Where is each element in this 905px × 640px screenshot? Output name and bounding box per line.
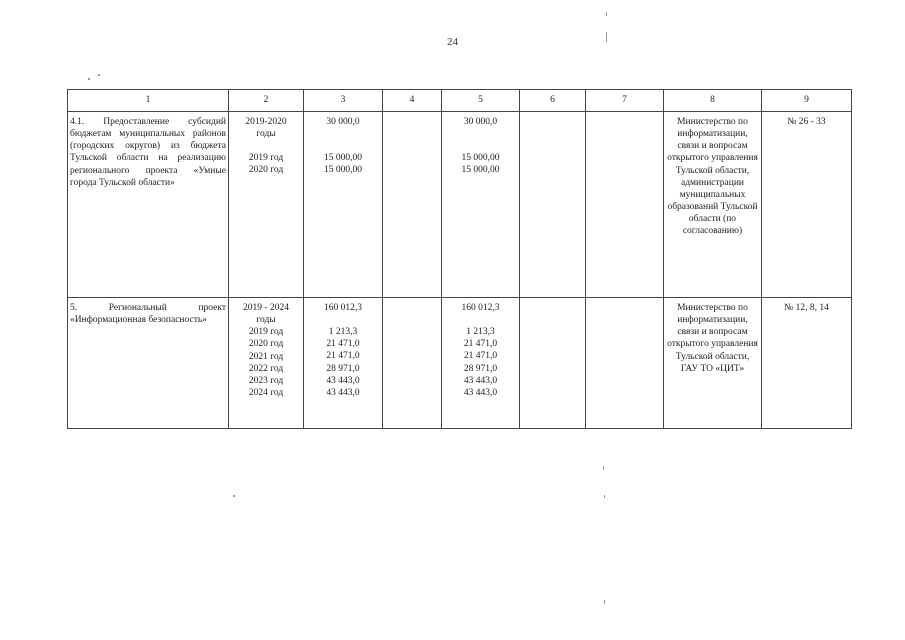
table-header-row xyxy=(68,90,852,112)
period-cell xyxy=(229,298,304,429)
value-line: 15 000,00 xyxy=(324,153,362,164)
budget-table xyxy=(67,89,852,429)
executor-cell: Министерство по информатизации, связи и вопросам открытого управления Тульской области, администрации муниципальных образований Тульской области (по согласованию) xyxy=(664,112,762,298)
header-cell-2: 2 xyxy=(229,90,304,112)
scan-speck xyxy=(604,495,605,498)
period-line: 2020 год xyxy=(248,165,284,176)
period-line: 2019 - 2024 xyxy=(243,303,289,313)
col7-cell xyxy=(586,298,664,429)
value-line: 15 000,00 xyxy=(324,165,362,176)
header-cell-8: 8 xyxy=(664,90,762,112)
col3-values-cell xyxy=(304,298,383,429)
header-cell-5: 5 xyxy=(442,90,520,112)
value-line: 21 471,0 xyxy=(326,351,360,362)
col4-cell xyxy=(383,298,442,429)
value-line: 28 971,0 xyxy=(326,363,360,374)
period-line: 2020 год xyxy=(248,339,284,350)
page-number: 24 xyxy=(447,36,458,48)
executor-cell: Министерство по информатизации, связи и вопросам открытого управления Тульской области, ГАУ ТО «ЦИТ» xyxy=(664,298,762,429)
value-line: 1 213,3 xyxy=(466,327,495,338)
scan-speck xyxy=(98,74,100,76)
period-line: 2022 год xyxy=(248,363,284,374)
value-line: 21 471,0 xyxy=(463,351,498,362)
value-line: 43 443,0 xyxy=(326,387,360,398)
value-line: 28 971,0 xyxy=(463,363,498,374)
reference-cell: № 26 - 33 xyxy=(762,112,852,298)
period-line: годы xyxy=(256,129,276,140)
header-cell-3: 3 xyxy=(304,90,383,112)
period-cell xyxy=(229,112,304,298)
period-line: 2019-2020 xyxy=(245,117,287,127)
value-line: 15 000,00 xyxy=(461,165,500,176)
activity-name-cell: 5. Региональный проект «Информационная безопасность» xyxy=(68,298,229,429)
value-line: 30 000,0 xyxy=(326,117,360,127)
header-cell-9: 9 xyxy=(762,90,852,112)
period-line: 2019 год xyxy=(248,153,284,164)
value-line: 43 443,0 xyxy=(326,375,360,386)
activity-name-cell: 4.1. Предоставление субсидий бюджетам муниципальных районов (городских округов) из бюджета Тульской области на реализацию регионального проекта «Умные города Тульской области» xyxy=(68,112,229,298)
col4-cell xyxy=(383,112,442,298)
table-row xyxy=(68,112,852,298)
table-row xyxy=(68,298,852,429)
header-cell-4: 4 xyxy=(383,90,442,112)
scan-speck xyxy=(604,600,605,604)
col7-cell xyxy=(586,112,664,298)
period-line: 2024 год xyxy=(248,388,284,399)
scan-speck xyxy=(606,32,607,42)
period-line: 2023 год xyxy=(248,375,284,386)
value-line: 15 000,00 xyxy=(461,153,500,164)
scan-speck xyxy=(606,12,607,16)
header-cell-7: 7 xyxy=(586,90,664,112)
col5-values-cell xyxy=(442,112,520,298)
value-line: 1 213,3 xyxy=(328,327,358,338)
period-line: 2021 год xyxy=(248,351,284,362)
header-cell-6: 6 xyxy=(520,90,586,112)
value-line: 43 443,0 xyxy=(463,375,498,386)
header-cell-1: 1 xyxy=(68,90,229,112)
value-line: 21 471,0 xyxy=(326,339,360,350)
period-line: 2019 год xyxy=(248,327,284,338)
scan-speck xyxy=(88,78,90,80)
col6-cell xyxy=(520,112,586,298)
value-line: 160 012,3 xyxy=(461,303,500,313)
col5-values-cell xyxy=(442,298,520,429)
period-line: годы xyxy=(256,315,276,326)
value-line: 160 012,3 xyxy=(324,303,362,313)
scan-speck xyxy=(603,466,604,470)
value-line: 30 000,0 xyxy=(463,117,498,127)
reference-cell: № 12, 8, 14 xyxy=(762,298,852,429)
col6-cell xyxy=(520,298,586,429)
value-line: 21 471,0 xyxy=(463,339,498,350)
scan-speck xyxy=(233,495,235,497)
col3-values-cell xyxy=(304,112,383,298)
value-line: 43 443,0 xyxy=(463,387,498,398)
